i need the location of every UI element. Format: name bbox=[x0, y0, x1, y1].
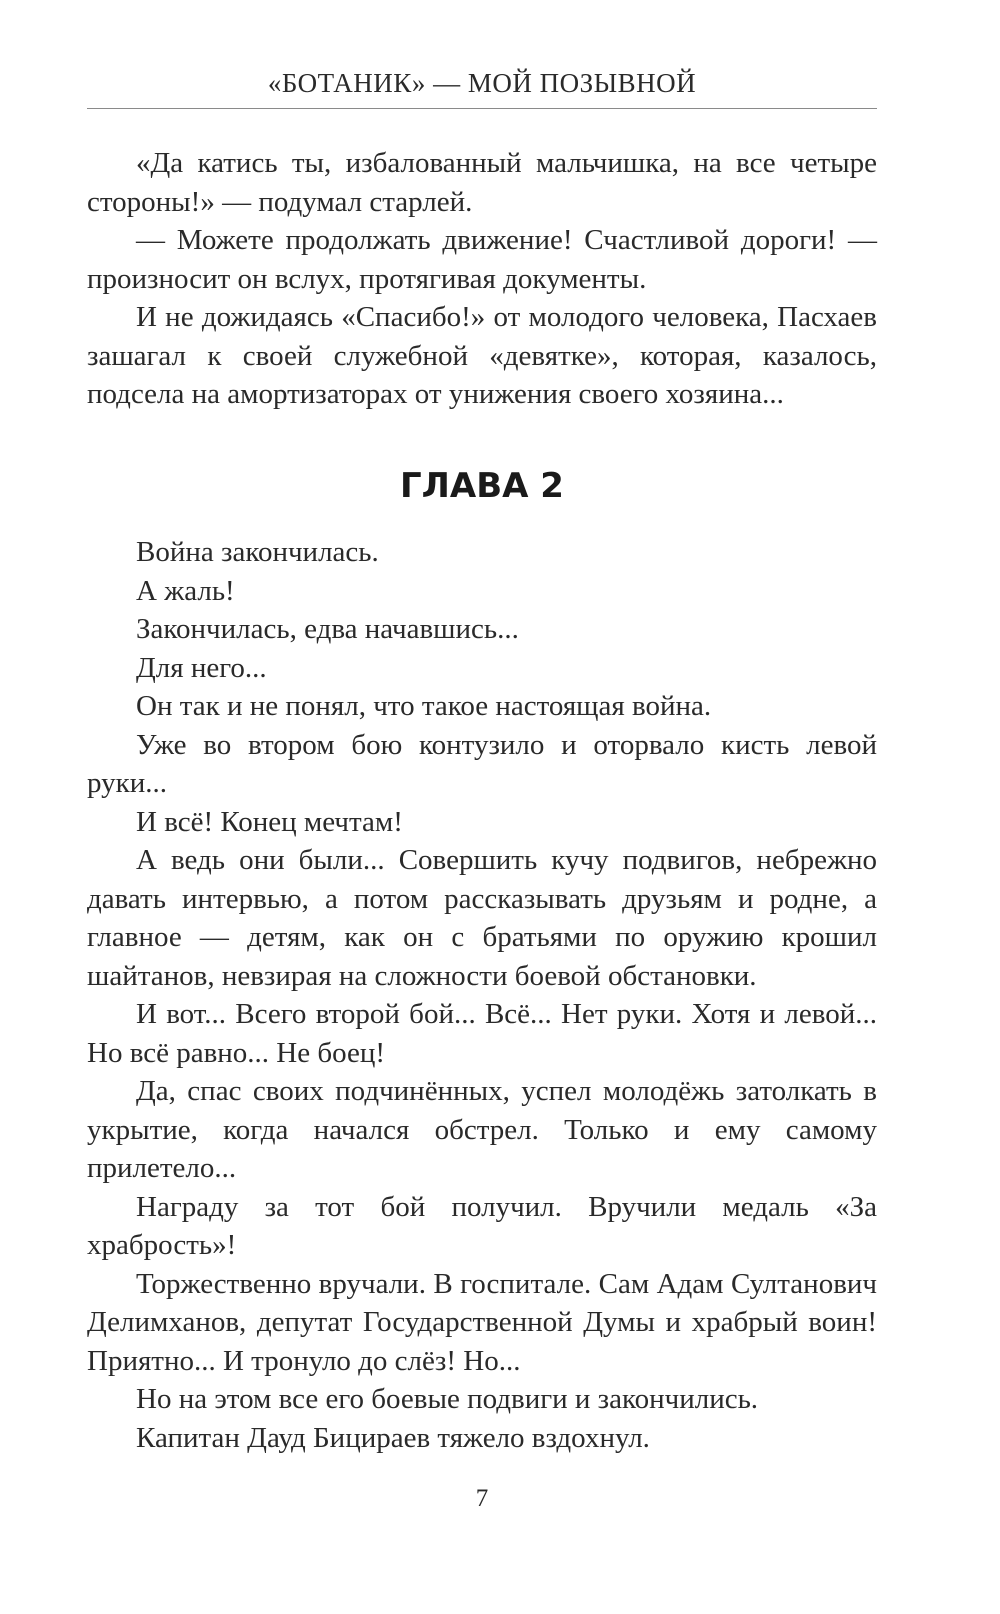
paragraph: Он так и не понял, что такое настоящая война. bbox=[136, 690, 712, 722]
paragraph: Торжественно вручали. В госпитале. Сам Адам Султанович Делимханов, депутат Государственной Думы и храбрый воин! Приятно... И тронуло до слёз! Но... bbox=[87, 1267, 877, 1377]
paragraph: И всё! Конец мечтам! bbox=[136, 805, 403, 838]
paragraph: Закончилась, едва начавшись... bbox=[136, 613, 519, 645]
paragraph: Да, спас своих подчинённых, успел молодёжь затолкать в укрытие, когда начался обстрел. Только и ему самому прилетело... bbox=[87, 1075, 877, 1184]
paragraph: «Да катись ты, избалованный мальчишка, на все четыре стороны!» — подумал старлей. bbox=[87, 147, 877, 218]
running-header: «БОТАНИК» — МОЙ ПОЗЫВНОЙ bbox=[267, 68, 697, 98]
chapter-title: ГЛАВА 2 bbox=[400, 466, 564, 506]
paragraph: И вот... Всего второй бой... Всё... Нет руки. Хотя и левой... Но всё равно... Не боец! bbox=[87, 998, 877, 1069]
paragraph: А жаль! bbox=[136, 574, 235, 607]
paragraph: Награду за тот бой получил. Вручили медаль «За храбрость»! bbox=[87, 1190, 877, 1261]
page-number: 7 bbox=[475, 1485, 489, 1512]
paragraph: Капитан Дауд Бицираев тяжело вздохнул. bbox=[136, 1421, 650, 1454]
chapter-body bbox=[87, 533, 877, 1457]
paragraph: А ведь они были... Совершить кучу подвигов, небрежно давать интервью, а потом рассказывать друзьям и родне, а главное — детям, как он с братьями по оружию крошил шайтанов, невзирая на сложности боевой обстановки. bbox=[87, 844, 877, 992]
previous-chapter-ending bbox=[87, 144, 877, 414]
paragraph: — Можете продолжать движение! Счастливой дороги! — произносит он вслух, протягивая документы. bbox=[87, 224, 877, 295]
paragraph: И не дожидаясь «Спасибо!» от молодого человека, Пасхаев зашагал к своей служебной «девятке», которая, казалось, подсела на амортизаторах от унижения своего хозяина... bbox=[87, 301, 877, 410]
paragraph: Но на этом все его боевые подвиги и закончились. bbox=[136, 1383, 759, 1415]
paragraph: Для него... bbox=[136, 651, 267, 684]
header-rule bbox=[87, 108, 877, 109]
paragraph: Уже во втором бою контузило и оторвало кисть левой руки... bbox=[87, 728, 877, 799]
paragraph: Война закончилась. bbox=[136, 536, 379, 568]
